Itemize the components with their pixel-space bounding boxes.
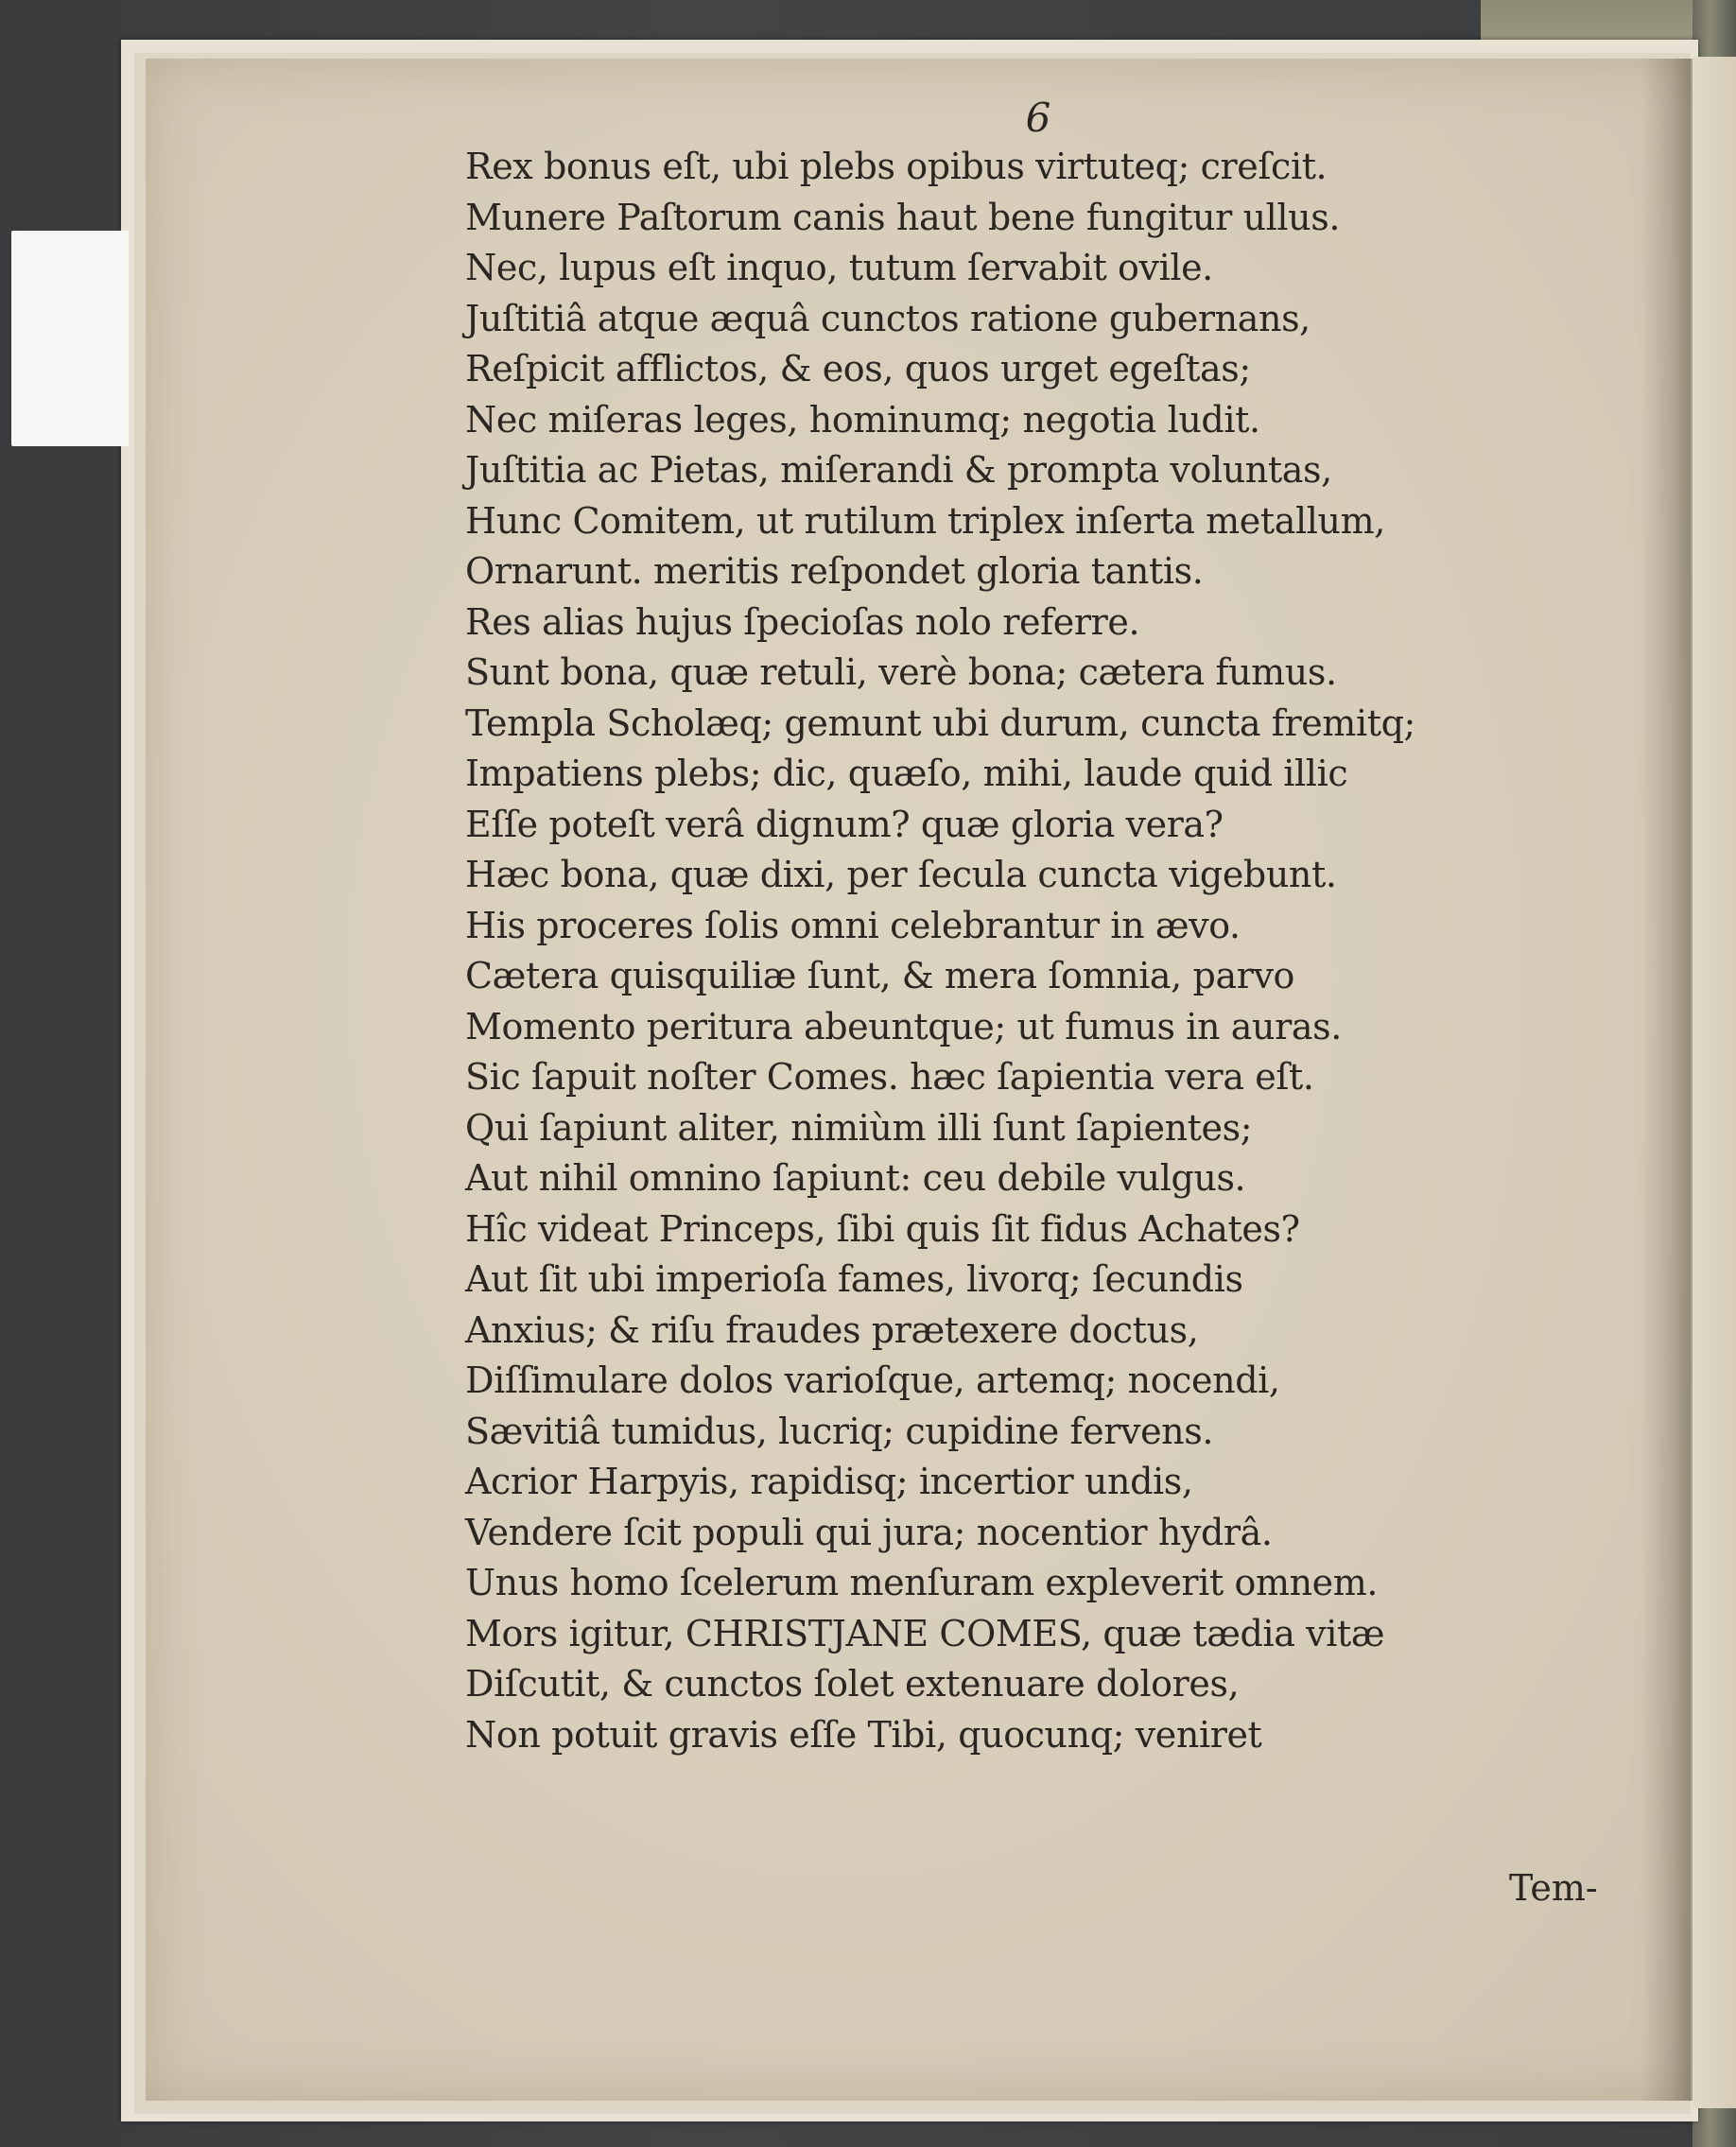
verse-line: Sunt bona, quæ retuli, verè bona; cætera fumus.	[465, 651, 1337, 693]
verse-line: Diſſimulare dolos varioſque, artemq; nocendi,	[465, 1359, 1280, 1401]
verse-line: Anxius; & riſu fraudes prætexere doctus,	[465, 1308, 1199, 1351]
verse-line: Templa Scholæq; gemunt ubi durum, cuncta fremitq;	[465, 701, 1415, 744]
verse-line: Sævitiâ tumidus, lucriq; cupidine fervens.	[465, 1410, 1214, 1452]
verse-line: Ornarunt. meritis reſpondet gloria tantis.	[465, 550, 1204, 592]
verse-line: Munere Paſtorum canis haut bene fungitur ullus.	[465, 196, 1341, 238]
verse-line: Diſcutit, & cunctos ſolet extenuare dolores,	[465, 1663, 1240, 1705]
verse-line: His proceres ſolis omni celebrantur in ævo.	[465, 904, 1241, 946]
verse-line: Vendere ſcit populi qui jura; nocentior hydrâ.	[465, 1511, 1273, 1553]
verse-line: Juſtitia ac Pietas, miſerandi & prompta voluntas,	[465, 449, 1332, 491]
verse-line: Res alias hujus ſpecioſas nolo referre.	[465, 600, 1140, 643]
paper-tab-marker	[11, 231, 129, 446]
verse-line: Hæc bona, quæ dixi, per ſecula cuncta vigebunt.	[465, 854, 1337, 895]
facing-leaf	[1693, 57, 1736, 2108]
verse-line: Sic ſapuit noſter Comes. hæc ſapientia vera eſt.	[465, 1056, 1314, 1098]
verse-line: Eſſe poteſt verâ dignum? quæ gloria vera?	[465, 803, 1224, 845]
verse-line: Mors igitur, CHRISTJANE COMES, quæ tædia vitæ	[465, 1612, 1385, 1654]
verse-line: Juſtitiâ atque æquâ cunctos ratione gubernans,	[465, 297, 1311, 339]
verse-line: Nec miſeras leges, hominumq; negotia ludit.	[465, 398, 1260, 441]
verse-line: Cætera quisquiliæ ſunt, & mera ſomnia, parvo	[465, 955, 1295, 996]
verse-line: Reſpicit afflictos, & eos, quos urget egeſtas;	[465, 348, 1251, 390]
verse-line: Aut ſit ubi imperioſa fames, livorq; ſecundis	[465, 1258, 1243, 1300]
verse-line: Nec, lupus eſt inquo, tutum ſervabit ovile.	[465, 247, 1213, 288]
verse-line: Hunc Comitem, ut rutilum triplex inſerta metallum,	[465, 499, 1385, 542]
verse-line: Rex bonus eſt, ubi plebs opibus virtuteq; creſcit.	[465, 146, 1328, 187]
verse-line: Acrior Harpyis, rapidisq; incertior undis,	[465, 1461, 1193, 1502]
page-gutter-shadow	[1641, 59, 1693, 2101]
verse-line: Unus homo ſcelerum menſuram expleverit omnem.	[465, 1562, 1379, 1603]
verse-line: Qui ſapiunt aliter, nimiùm illi ſunt ſapientes;	[465, 1106, 1253, 1149]
verse-line: Momento peritura abeuntque; ut fumus in auras.	[465, 1005, 1342, 1048]
verse-line: Impatiens plebs; dic, quæſo, mihi, laude quid illic	[465, 753, 1348, 794]
verse-line: Aut nihil omnino ſapiunt: ceu debile vulgus.	[465, 1157, 1246, 1199]
verse-text	[465, 142, 1562, 1760]
verse-line: Non potuit gravis eſſe Tibi, quocunq; veniret	[465, 1713, 1262, 1756]
page-number: 6	[1025, 95, 1051, 141]
catchword: Tem-	[1509, 1867, 1598, 1909]
verse-line: Hîc videat Princeps, ſibi quis ſit fidus Achates?	[465, 1207, 1300, 1250]
